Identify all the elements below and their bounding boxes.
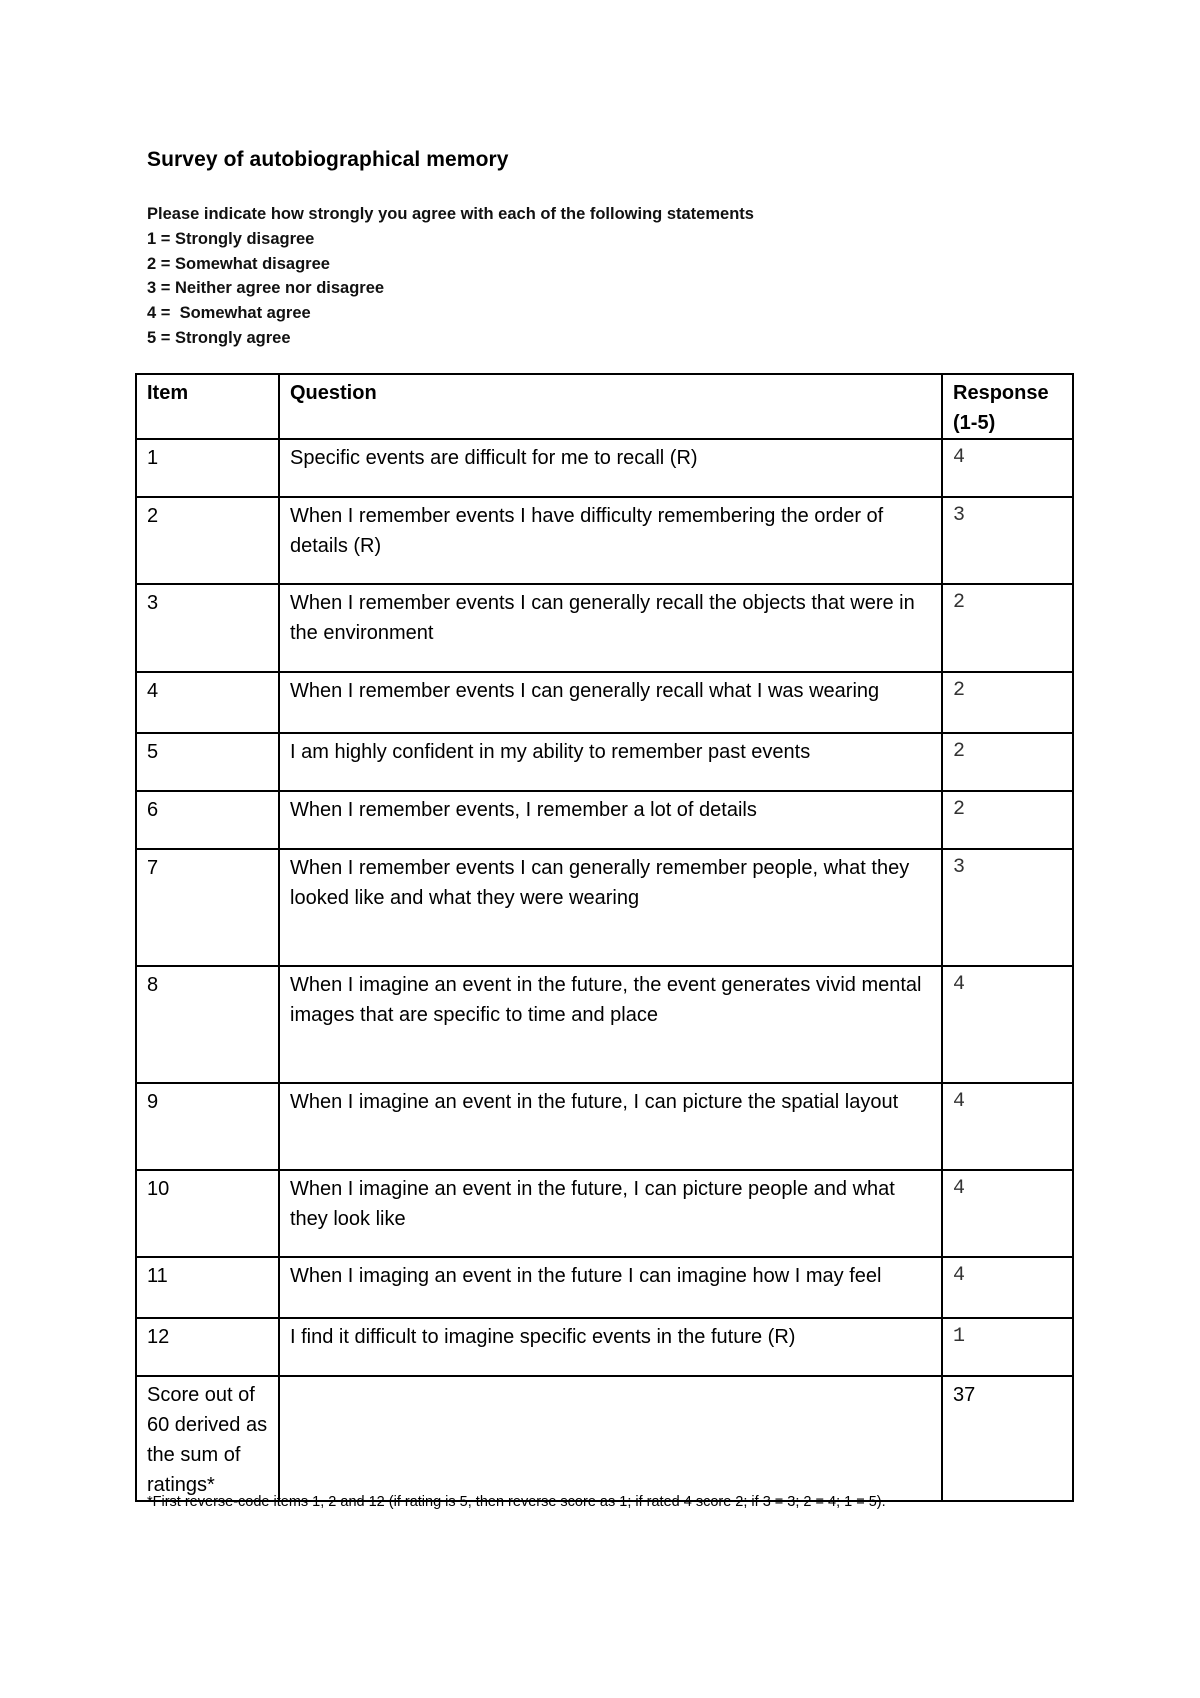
table-row [136, 733, 1073, 791]
row-item: 11 [136, 1257, 279, 1318]
row-response: 4 [942, 1170, 1073, 1257]
row-question: When I remember events I can generally recall what I was wearing [279, 672, 942, 733]
row-response: 4 [942, 1083, 1073, 1170]
row-item: 7 [136, 849, 279, 966]
header-response: Response (1-5) [942, 374, 1073, 439]
table-row [136, 966, 1073, 1083]
row-question: I find it difficult to imagine specific events in the future (R) [279, 1318, 942, 1376]
row-response: 3 [942, 849, 1073, 966]
table-header-row [136, 374, 1073, 439]
scale-item: 1 = Strongly disagree [147, 229, 315, 248]
scale-item: 5 = Strongly agree [147, 328, 291, 347]
row-response: 2 [942, 584, 1073, 672]
header-question: Question [279, 374, 942, 439]
row-response: 2 [942, 672, 1073, 733]
score-value: 37 [942, 1376, 1073, 1501]
table-row [136, 584, 1073, 672]
row-item: 8 [136, 966, 279, 1083]
row-response: 2 [942, 733, 1073, 791]
row-question: When I remember events I can generally remember people, what they looked like and what they were wearing [279, 849, 942, 966]
table-row [136, 1318, 1073, 1376]
row-question: When I remember events I have difficulty remembering the order of details (R) [279, 497, 942, 584]
footnote: *First reverse-code items 1, 2 and 12 (if rating is 5, then reverse score as 1; if rated 4 score 2; if 3 = 3; 2 = 4; 1 = 5). [147, 1494, 886, 1510]
scale-item: 3 = Neither agree nor disagree [147, 279, 385, 298]
row-response: 2 [942, 791, 1073, 849]
table-row [136, 497, 1073, 584]
row-question: When I imagine an event in the future, I can picture people and what they look like [279, 1170, 942, 1257]
row-response: 4 [942, 439, 1073, 497]
row-question: I am highly confident in my ability to remember past events [279, 733, 942, 791]
row-item: 6 [136, 791, 279, 849]
row-question: When I imaging an event in the future I can imagine how I may feel [279, 1257, 942, 1318]
scale-item: 4 = Somewhat agree [147, 304, 311, 323]
row-item: 10 [136, 1170, 279, 1257]
survey-table [135, 373, 1074, 1502]
row-item: 2 [136, 497, 279, 584]
row-question: When I remember events, I remember a lot of details [279, 791, 942, 849]
table-row [136, 439, 1073, 497]
row-response: 4 [942, 966, 1073, 1083]
score-row [136, 1376, 1073, 1501]
scale-item: 2 = Somewhat disagree [147, 254, 330, 273]
table-row [136, 672, 1073, 733]
row-item: 5 [136, 733, 279, 791]
row-question: Specific events are difficult for me to recall (R) [279, 439, 942, 497]
row-question: When I imagine an event in the future, I can picture the spatial layout [279, 1083, 942, 1170]
table-row [136, 1083, 1073, 1170]
row-question: When I imagine an event in the future, the event generates vivid mental images that are specific to time and place [279, 966, 942, 1083]
row-item: 9 [136, 1083, 279, 1170]
row-item: 4 [136, 672, 279, 733]
row-response: 1 [942, 1318, 1073, 1376]
row-response: 3 [942, 497, 1073, 584]
score-empty-cell [279, 1376, 942, 1501]
row-item: 1 [136, 439, 279, 497]
row-question: When I remember events I can generally recall the objects that were in the environment [279, 584, 942, 672]
header-item: Item [136, 374, 279, 439]
row-item: 3 [136, 584, 279, 672]
table-row [136, 1170, 1073, 1257]
instructions [147, 202, 754, 351]
page-title: Survey of autobiographical memory [147, 148, 509, 171]
table-row [136, 791, 1073, 849]
instructions-prompt: Please indicate how strongly you agree with each of the following statements [147, 205, 754, 223]
row-item: 12 [136, 1318, 279, 1376]
score-label: Score out of 60 derived as the sum of ratings* [136, 1376, 279, 1501]
table-row [136, 1257, 1073, 1318]
table-row [136, 849, 1073, 966]
row-response: 4 [942, 1257, 1073, 1318]
